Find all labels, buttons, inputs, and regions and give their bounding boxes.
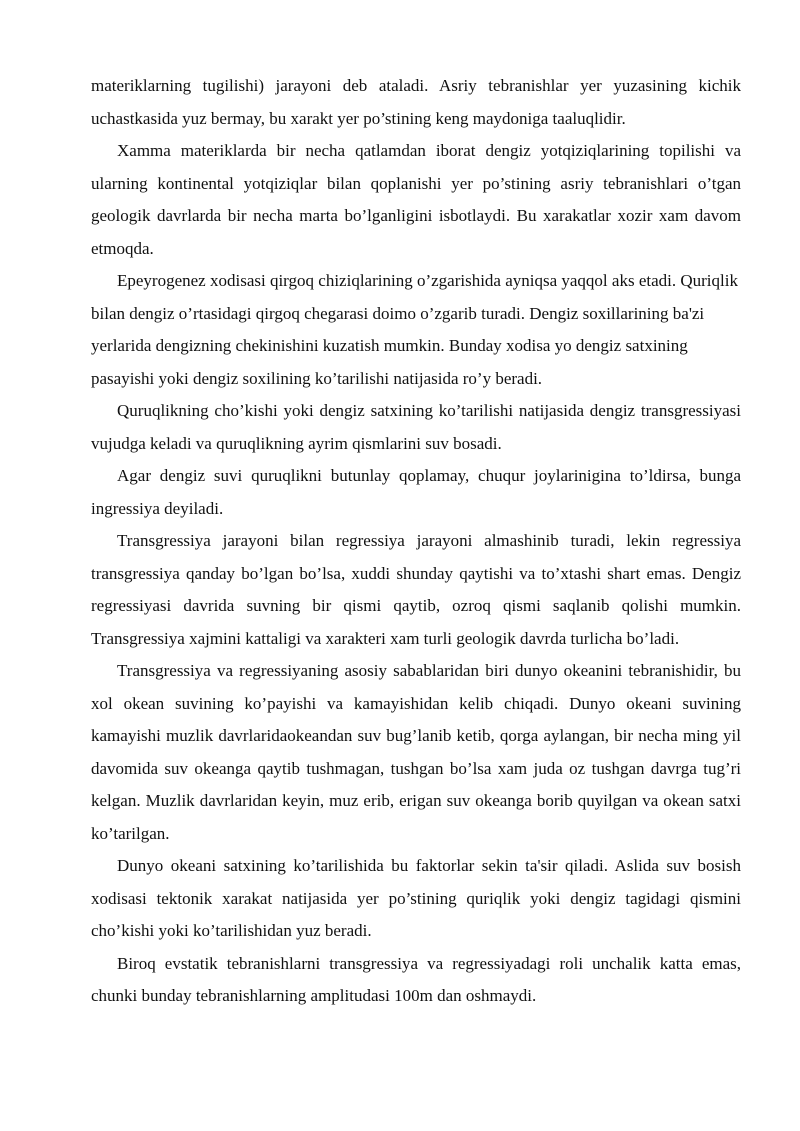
paragraph-9: Biroq evstatik tebranishlarni transgressiya va regressiyadagi roli unchalik katta emas, chunki bunday tebranishlarning amplitudasi 100m dan oshmaydi. [91,953,741,1005]
paragraph-7: Transgressiya va regressiyaning asosiy sabablaridan biri dunyo okeanini tebranishidir, bu xol okean suvining ko’payishi va kamayishidan kelib chiqadi. Dunyo okeani suvining kamayishi muzlik davrlaridaokeandan suv bug’lanib ketib, qorga aylangan, bir necha ming yil davomida suv okeanga qaytib tushmagan, tushgan bo’lsa xam juda oz tushgan davrga tug’ri kelgan. Muzlik davrlaridan keyin, muz erib, erigan suv okeanga borib quyilgan va okean satxi ko’tarilgan. [91,661,741,843]
paragraph-8: Dunyo okeani satxining ko’tarilishida bu faktorlar sekin ta'sir qiladi. Aslida suv bosish xodisasi tektonik xarakat natijasida yer po’stining quriqlik yoki dengiz tagidagi qismini cho’kishi yoki ko’tarilishidan yuz beradi. [91,856,741,940]
paragraph-3: Epeyrogenez xodisasi qirgoq chiziqlarining o’zgarishida ayniqsa yaqqol aks etadi. Quriqlik bilan dengiz o’rtasidagi qirgoq chegarasi doimo o’zgarib turadi. Dengiz soxillarining ba'zi yerlarida dengizning chekinishini kuzatish mumkin. Bunday xodisa yo dengiz satxining pasayishi yoki dengiz soxilining ko’tarilishi natijasida ro’y beradi. [91,271,738,388]
paragraph-6: Transgressiya jarayoni bilan regressiya jarayoni almashinib turadi, lekin regressiya transgressiya qanday bo’lgan bo’lsa, xuddi shunday qaytishi va to’xtashi shart emas. Dengiz regressiyasi davrida suvning bir qismi qaytib, ozroq qismi saqlanib qolishi mumkin. Transgressiya xajmini kattaligi va xarakteri xam turli geologik davrda turlicha bo’ladi. [91,531,741,648]
paragraph-1: materiklarning tugilishi) jarayoni deb ataladi. Asriy tebranishlar yer yuzasining kichik uchastkasida yuz bermay, bu xarakt yer po’stining keng maydoniga taaluqlidir. [91,76,741,128]
paragraph-2: Xamma materiklarda bir necha qatlamdan iborat dengiz yotqiziqlarining topilishi va ularning kontinental yotqiziqlar bilan qoplanishi yer po’stining asriy tebranishlari o’tgan geologik davrlarda bir necha marta bo’lganligini isbotlaydi. Bu xarakatlar xozir xam davom etmoqda. [91,141,741,258]
paragraph-5: Agar dengiz suvi quruqlikni butunlay qoplamay, chuqur joylarinigina to’ldirsa, bunga ingressiya deyiladi. [91,466,741,518]
paragraph-4: Quruqlikning cho’kishi yoki dengiz satxining ko’tarilishi natijasida dengiz transgressiyasi vujudga keladi va quruqlikning ayrim qismlarini suv bosadi. [91,401,741,453]
document-page [91,70,741,1013]
